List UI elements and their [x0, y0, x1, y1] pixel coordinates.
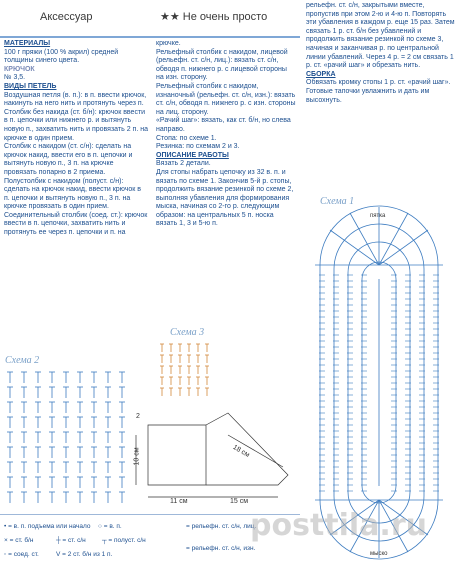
- paragraph: МАТЕРИАЛЫ: [4, 40, 51, 47]
- difficulty-rating: ★★ Не очень просто: [160, 11, 268, 23]
- paragraph: Соединительный столбик (соед. ст.): крючок ввести в п. цепочки, захватить нить и протянуть ее через п. цепочки и п. на: [4, 211, 148, 237]
- paragraph: рельефн. ст. с/н, закрытыми вместе, пропустив при этом 2-ю и 4-ю п. Повторять эти убавления в каждом р. еще 15 раз. Затем связать 1 р. ст. б/н без убавлений и продолжить вязание резинкой по схеме 3, начиная и заканчивая р. по центральной линии убавлений. Через 4 р. = 2 см связать 1 р. ст. «рачий шаг» и обрезать нить.: [306, 2, 455, 70]
- legend-item: × = ст. б/н: [4, 537, 34, 544]
- heel-label: пятка: [370, 213, 386, 219]
- paragraph: Полустолбик с накидом (полуст. с/н): сделать на крючок накид, ввести крючок в п. цепочки и вытянуть новую п., 3 п. на крючке провязать в один прием.: [4, 177, 142, 211]
- section-title: Аксессуар: [40, 11, 93, 23]
- legend-item: ┼ = ст. с/н: [56, 537, 86, 544]
- toe-label: мыско: [370, 551, 388, 557]
- paragraph: Столбик без накида (ст. б/н): крючок ввести в п. цепочки или нижнего р. и вытянуть новую п., захватить нить и провязать 2 п. на крючке в один прием.: [4, 108, 148, 142]
- scheme-2-diagram: [4, 368, 134, 508]
- paragraph: Стопа: по схеме 1.: [156, 134, 217, 142]
- paragraph: Столбик с накидом (ст. с/н): сделать на крючок накид, ввести его в п. цепочки и вытянуть новую п., 3 п. на крючке провязать попарно в 2 приема.: [4, 143, 133, 176]
- paragraph: крючке.: [156, 40, 181, 47]
- paragraph: СБОРКА: [306, 70, 336, 78]
- watermark: posttila.ru: [250, 508, 427, 543]
- legend-item: ○ = в. п.: [98, 523, 122, 530]
- paragraph: Обвязать кромку стопы 1 р. ст. «рачий шаг».: [306, 79, 451, 87]
- legend-item: V = 2 ст. б/н из 1 п.: [56, 551, 113, 558]
- paragraph: Рельефный столбик с накидом, лицевой (рельефн. ст. с/н, лиц.): вязать ст. с/н, обводя п. нижнего р. с лицевой стороны на изн. сторону.: [156, 48, 288, 82]
- scheme-2-label: Схема 2: [5, 355, 40, 366]
- dim-width-1: 11 см: [170, 498, 188, 505]
- dim-top: 2: [136, 413, 140, 420]
- dim-width-2: 15 см: [230, 498, 249, 505]
- text-column-2: [156, 40, 296, 229]
- dim-diagonal: 18 см: [231, 443, 251, 460]
- scheme-3-label: Схема 3: [170, 327, 205, 338]
- legend-item: = рельефн. ст. с/н, изн.: [186, 545, 256, 552]
- paragraph: Вязать 2 детали.: [156, 160, 211, 168]
- text-column-1: [4, 40, 148, 238]
- pattern-outline: [128, 405, 298, 510]
- scheme-1-diagram: [300, 205, 458, 560]
- legend-item: ┬ = полуст. с/н: [102, 537, 146, 544]
- page-header: [0, 0, 300, 38]
- legend-item: • = в. п. подъема или начало: [4, 523, 91, 530]
- paragraph: 100 г пряжи (100 % акрил) средней толщины синего цвета.: [4, 48, 119, 65]
- dim-height: 10 см: [133, 447, 141, 466]
- scheme-1-label: Схема 1: [320, 196, 355, 207]
- paragraph: КРЮЧОК: [4, 65, 35, 73]
- paragraph: Готовые тапочки увлажнить и дать им высохнуть.: [306, 87, 430, 104]
- paragraph: Резинка: по схемам 2 и 3.: [156, 143, 240, 151]
- paragraph: Воздушная петля (в. п.): в п. ввести крючок, накинуть на него нить и протянуть через п.: [4, 91, 147, 108]
- paragraph: ВИДЫ ПЕТЕЛЬ: [4, 82, 57, 90]
- paragraph: «Рачий шаг»: вязать, как ст. б/н, но слева направо.: [156, 117, 291, 133]
- paragraph: ОПИСАНИЕ РАБОТЫ: [156, 151, 229, 159]
- paragraph: Рельефный столбик с накидом, изнаночный (рельефн. ст. с/н, изн.): вязать ст. с/н, обводя п. нижнего р. с изн. стороны на лиц. сторону.: [156, 82, 296, 116]
- paragraph: № 3,5.: [4, 74, 26, 82]
- legend-item: ◦ = соед. ст.: [4, 551, 39, 558]
- legend-item: = рельефн. ст. с/н, лиц.: [186, 523, 257, 530]
- text-column-3: [306, 2, 456, 105]
- paragraph: Для стопы набрать цепочку из 32 в. п. и вязать по схеме 1. Закончив 5-й р. стопы, продолжить вязание резинкой по схеме 2, выполняя убавления для формирования мыска, начиная со 2-го р. следующим образом: на центральных 5 п. носка вязать 1, 3 и 5-ю п.: [156, 168, 294, 228]
- scheme-3-diagram: [158, 340, 218, 400]
